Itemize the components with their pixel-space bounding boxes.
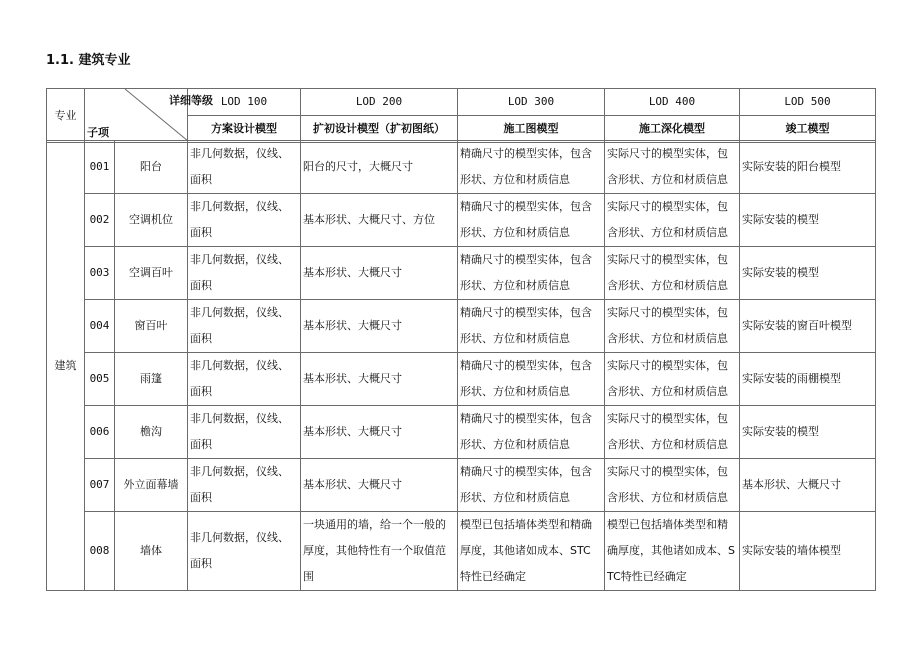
- lod-body-table: [46, 140, 876, 591]
- row-name: 阳台: [115, 141, 188, 194]
- row-name: 雨篷: [115, 353, 188, 406]
- row-name: 空调机位: [115, 194, 188, 247]
- header-lod-2: LOD 200: [301, 89, 458, 116]
- header-lod-1: LOD 100: [188, 89, 301, 116]
- header-model-3: 施工图模型: [458, 116, 605, 143]
- row-lod200: 一块通用的墙，给一个一般的厚度，其他特性有一个取值范围: [301, 512, 458, 591]
- row-lod100: 非几何数据，仪线、面积: [188, 247, 301, 300]
- row-name: 檐沟: [115, 406, 188, 459]
- row-lod300: 精确尺寸的模型实体，包含形状、方位和材质信息: [458, 353, 605, 406]
- row-code: 008: [85, 512, 115, 591]
- row-code: 002: [85, 194, 115, 247]
- row-lod400: 实际尺寸的模型实体，包含形状、方位和材质信息: [605, 459, 740, 512]
- table-row: [47, 353, 876, 406]
- row-lod500: 实际安装的阳台模型: [740, 141, 876, 194]
- row-name: 空调百叶: [115, 247, 188, 300]
- row-lod300: 模型已包括墙体类型和精确厚度，其他诸如成本、STC 特性已经确定: [458, 512, 605, 591]
- row-lod300: 精确尺寸的模型实体，包含形状、方位和材质信息: [458, 247, 605, 300]
- row-code: 007: [85, 459, 115, 512]
- table-row: [47, 512, 876, 591]
- row-lod100: 非几何数据，仪线、面积: [188, 406, 301, 459]
- table-row: [47, 194, 876, 247]
- table-row: [47, 300, 876, 353]
- row-lod500: 实际安装的窗百叶模型: [740, 300, 876, 353]
- row-code: 006: [85, 406, 115, 459]
- row-lod400: 实际尺寸的模型实体，包含形状、方位和材质信息: [605, 194, 740, 247]
- row-lod500: 基本形状、大概尺寸: [740, 459, 876, 512]
- header-level-label: 详细等级: [169, 94, 213, 107]
- table-row: [47, 247, 876, 300]
- header-model-5: 竣工模型: [740, 116, 876, 143]
- header-diagonal-cell: [85, 89, 213, 143]
- row-code: 001: [85, 141, 115, 194]
- table-row: [47, 406, 876, 459]
- header-lod-4: LOD 400: [605, 89, 740, 116]
- discipline-cell: 建筑: [47, 141, 85, 591]
- header-row-lod: [47, 89, 876, 116]
- row-lod300: 精确尺寸的模型实体，包含形状、方位和材质信息: [458, 141, 605, 194]
- row-lod200: 基本形状、大概尺寸: [301, 247, 458, 300]
- row-lod400: 实际尺寸的模型实体，包含形状、方位和材质信息: [605, 406, 740, 459]
- row-lod300: 精确尺寸的模型实体，包含形状、方位和材质信息: [458, 459, 605, 512]
- row-lod100: 非几何数据，仪线、面积: [188, 459, 301, 512]
- header-subitem-label: 子项: [87, 126, 109, 139]
- row-lod200: 基本形状、大概尺寸、方位: [301, 194, 458, 247]
- row-lod400: 实际尺寸的模型实体，包含形状、方位和材质信息: [605, 300, 740, 353]
- row-name: 窗百叶: [115, 300, 188, 353]
- header-discipline: 专业: [47, 89, 85, 143]
- row-lod300: 精确尺寸的模型实体，包含形状、方位和材质信息: [458, 300, 605, 353]
- row-lod100: 非几何数据，仪线、面积: [188, 512, 301, 591]
- header-model-4: 施工深化模型: [605, 116, 740, 143]
- row-lod200: 基本形状、大概尺寸: [301, 353, 458, 406]
- row-lod500: 实际安装的模型: [740, 194, 876, 247]
- row-lod500: 实际安装的墙体模型: [740, 512, 876, 591]
- table-row: [47, 459, 876, 512]
- row-code: 004: [85, 300, 115, 353]
- row-lod300: 精确尺寸的模型实体，包含形状、方位和材质信息: [458, 194, 605, 247]
- row-lod200: 基本形状、大概尺寸: [301, 459, 458, 512]
- lod-table: [46, 88, 876, 143]
- table-row: [47, 141, 876, 194]
- row-lod100: 非几何数据，仪线、面积: [188, 353, 301, 406]
- row-lod100: 非几何数据，仪线、面积: [188, 300, 301, 353]
- row-lod200: 基本形状、大概尺寸: [301, 406, 458, 459]
- header-lod-5: LOD 500: [740, 89, 876, 116]
- row-lod100: 非几何数据，仪线、面积: [188, 141, 301, 194]
- row-name: 外立面幕墙: [115, 459, 188, 512]
- row-lod400: 实际尺寸的模型实体，包含形状、方位和材质信息: [605, 247, 740, 300]
- row-lod500: 实际安装的模型: [740, 247, 876, 300]
- row-lod200: 阳台的尺寸，大概尺寸: [301, 141, 458, 194]
- row-lod400: 实际尺寸的模型实体，包含形状、方位和材质信息: [605, 141, 740, 194]
- row-name: 墙体: [115, 512, 188, 591]
- header-model-2: 扩初设计模型（扩初图纸）: [301, 116, 458, 143]
- row-lod100: 非几何数据，仪线、面积: [188, 194, 301, 247]
- row-lod300: 精确尺寸的模型实体，包含形状、方位和材质信息: [458, 406, 605, 459]
- row-lod200: 基本形状、大概尺寸: [301, 300, 458, 353]
- row-code: 005: [85, 353, 115, 406]
- row-lod500: 实际安装的模型: [740, 406, 876, 459]
- section-heading: 1.1. 建筑专业: [46, 53, 131, 68]
- header-model-1: 方案设计模型: [188, 116, 301, 143]
- row-lod500: 实际安装的雨棚模型: [740, 353, 876, 406]
- header-lod-3: LOD 300: [458, 89, 605, 116]
- row-lod400: 模型已包括墙体类型和精确厚度，其他诸如成本、STC特性已经确定: [605, 512, 740, 591]
- row-lod400: 实际尺寸的模型实体，包含形状、方位和材质信息: [605, 353, 740, 406]
- row-code: 003: [85, 247, 115, 300]
